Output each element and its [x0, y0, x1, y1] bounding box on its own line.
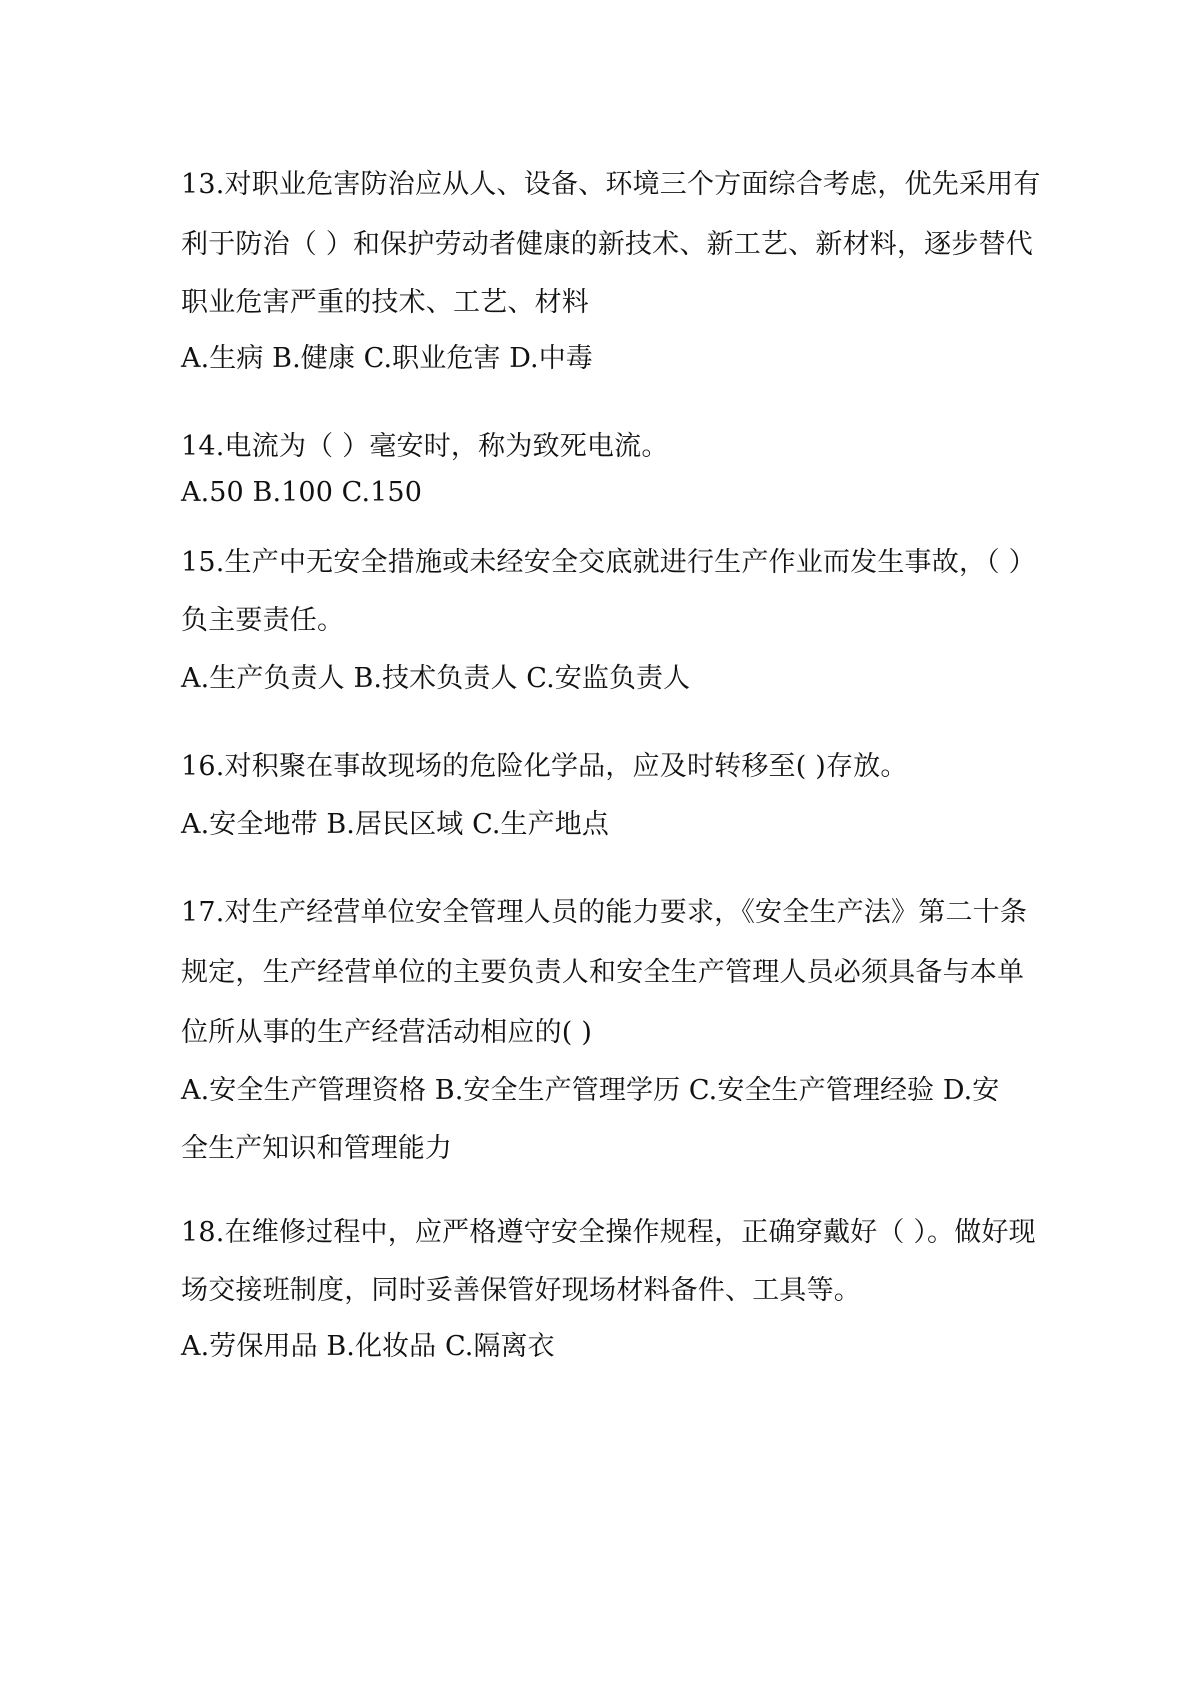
- question-18-line-1: 18.在维修过程中，应严格遵守安全操作规程，正确穿戴好（ ）。做好现: [181, 1217, 1036, 1248]
- question-15-line-1: 15.生产中无安全措施或未经安全交底就进行生产作业而发生事故，（ ）: [181, 547, 1036, 578]
- question-17-line-1: 17.对生产经营单位安全管理人员的能力要求，《安全生产法》第二十条: [181, 897, 1028, 928]
- question-15-line-2: 负主要责任。: [181, 605, 345, 636]
- question-16-options: A.安全地带 B.居民区域 C.生产地点: [181, 809, 609, 840]
- question-17-options-line-2: 全生产知识和管理能力: [181, 1133, 452, 1164]
- question-13-line-3: 职业危害严重的技术、工艺、材料: [181, 287, 589, 318]
- question-17-options-line-1: A.安全生产管理资格 B.安全生产管理学历 C.安全生产管理经验 D.安: [181, 1075, 1000, 1106]
- question-17-line-3: 位所从事的生产经营活动相应的( ): [181, 1017, 593, 1048]
- question-13-options: A.生病 B.健康 C.职业危害 D.中毒: [181, 343, 593, 374]
- question-13-line-1: 13.对职业危害防治应从人、设备、环境三个方面综合考虑，优先采用有: [181, 169, 1041, 200]
- question-18-line-2: 场交接班制度，同时妥善保管好现场材料备件、工具等。: [181, 1275, 861, 1306]
- question-18-options: A.劳保用品 B.化妆品 C.隔离衣: [181, 1331, 555, 1362]
- question-13-line-2: 利于防治（ ）和保护劳动者健康的新技术、新工艺、新材料，逐步替代: [181, 229, 1033, 260]
- question-15-options: A.生产负责人 B.技术负责人 C.安监负责人: [181, 663, 691, 694]
- question-16-line-1: 16.对积聚在事故现场的危险化学品，应及时转移至( )存放。: [181, 751, 908, 782]
- question-14-options: A.50 B.100 C.150: [181, 477, 422, 508]
- question-17-line-2: 规定，生产经营单位的主要负责人和安全生产管理人员必须具备与本单: [181, 957, 1025, 988]
- question-14-line-1: 14.电流为（ ）毫安时，称为致死电流。: [181, 431, 669, 462]
